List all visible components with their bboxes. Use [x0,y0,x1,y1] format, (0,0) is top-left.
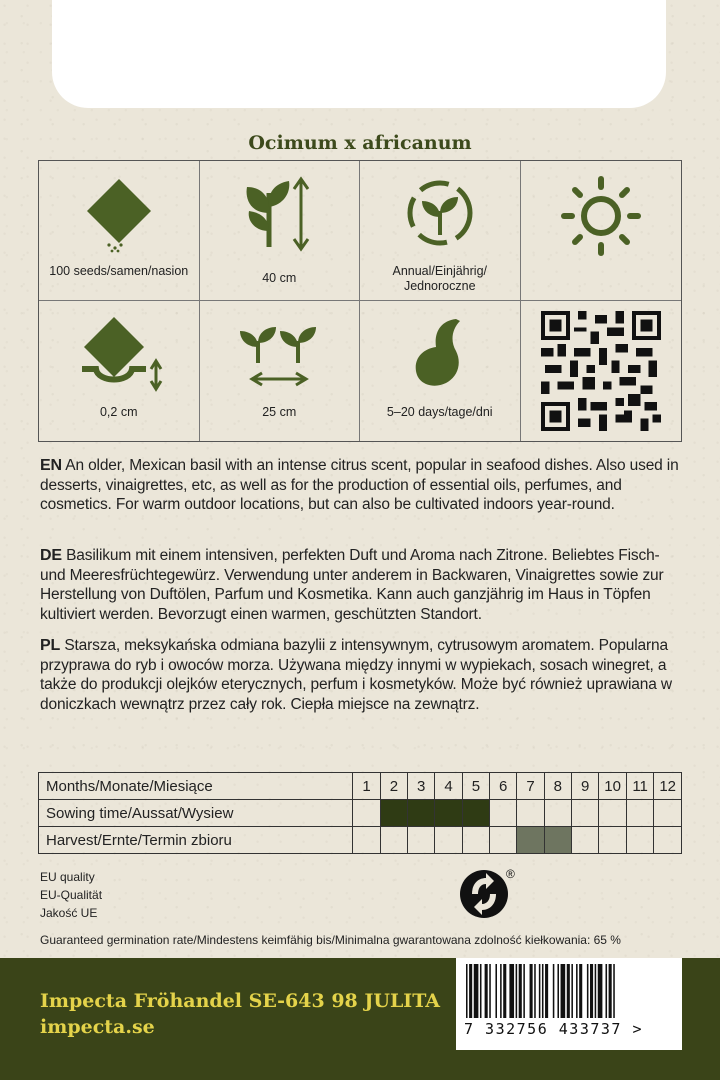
quality-en: EU quality [40,870,95,884]
company-address: Impecta Fröhandel SE-643 98 JULITA [40,990,441,1012]
footer-address-block [40,988,440,1040]
germination-rate: Guaranteed germination rate/Mindestens keimfähig bis/Minimalna gwarantowana zdolność kiełkowania: 65 % [40,933,621,947]
month-header: 10 [599,773,627,800]
sowing-depth-icon [74,313,164,393]
lang-code-pl: PL [40,637,61,654]
harvest-cell [572,827,599,854]
lifecycle-label: Annual/Einjährig/ Jednoroczne [392,264,487,293]
plant-height-icon [239,173,319,253]
description-en [40,456,680,515]
description-en-text: An older, Mexican basil with an intense citrus scent, popular in seafood dishes. Also used in desserts, vinaigrettes, etc, as well as for the production of essential oils, perfumes, and cosmetics. For warm outdoor locations, but can also be cultivated indoors year-round. [40,457,679,513]
sowing-depth-label: 0,2 cm [99,405,138,419]
company-website[interactable]: impecta.se [40,1016,155,1038]
description-pl-text: Starsza, meksykańska odmiana bazylii z intensywnym, cytrusowym aromatem. Popularna przyprawa do ryb i owoców morza. Używana między innymi w wypiekach, sosach winegret, a także do produkcji olejków eterycznych, perfum i kosmetyków. Może być również uprawiana w doniczkach wewnątrz przez cały rok. Ciepła miejsce na zewnątrz. [40,637,672,713]
months-label: Months/Monate/Miesiące [39,773,353,800]
info-cell-spacing [200,301,361,441]
plant-height-label: 40 cm [262,271,297,285]
harvest-cell [490,827,517,854]
month-header: 9 [572,773,599,800]
harvest-cell [462,827,489,854]
green-dot-logo [458,866,522,927]
info-cell-seeds [39,161,200,301]
sun-icon [558,173,644,259]
lang-code-de: DE [40,547,62,564]
sowing-active-cell [408,800,435,827]
recycle-icon [458,866,522,922]
sowing-calendar [38,772,682,854]
sowing-active-cell [435,800,462,827]
month-header: 1 [353,773,380,800]
sowing-row [39,800,682,827]
description-de [40,546,680,624]
plant-spacing-label: 25 cm [262,405,297,419]
species-title: Ocimum x africanum [248,132,472,154]
month-header: 7 [517,773,544,800]
month-header: 5 [462,773,489,800]
sowing-cell [654,800,682,827]
quality-de: EU-Qualität [40,888,103,902]
harvest-cell [353,827,380,854]
quality-pl: Jakość UE [40,906,98,920]
harvest-cell [599,827,627,854]
harvest-active-cell [544,827,571,854]
info-cell-lifecycle [360,161,521,301]
description-pl [40,636,680,714]
info-icon-grid [38,160,682,442]
month-header: 2 [380,773,407,800]
qr-code-icon[interactable] [541,311,661,431]
sowing-active-cell [462,800,489,827]
registered-mark: ® [506,867,515,881]
info-cell-qr [521,301,682,441]
sowing-cell [353,800,380,827]
plant-spacing-icon [234,313,324,393]
month-header: 6 [490,773,517,800]
eu-quality-block [40,868,102,922]
month-header: 12 [654,773,682,800]
info-cell-height [200,161,361,301]
calendar-header-row [39,773,682,800]
harvest-row [39,827,682,854]
germination-label: 5–20 days/tage/dni [386,405,493,419]
harvest-cell [654,827,682,854]
info-cell-sun [521,161,682,301]
harvest-label: Harvest/Ernte/Termin zbioru [39,827,353,854]
harvest-cell [408,827,435,854]
sowing-cell [599,800,627,827]
sowing-active-cell [380,800,407,827]
sowing-label: Sowing time/Aussat/Wysiew [39,800,353,827]
packet-window [52,0,666,108]
harvest-cell [435,827,462,854]
sowing-cell [626,800,654,827]
barcode-number: 7 332756 433737 > [464,1020,644,1038]
lang-code-en: EN [40,457,62,474]
sowing-cell [490,800,517,827]
germination-icon [400,313,480,393]
month-header: 11 [626,773,654,800]
month-header: 4 [435,773,462,800]
harvest-cell [380,827,407,854]
seed-packet-icon [79,173,159,253]
harvest-active-cell [517,827,544,854]
seed-count-label: 100 seeds/samen/nasion [49,264,189,278]
annual-cycle-icon [400,173,480,253]
info-cell-germination [360,301,521,441]
harvest-cell [626,827,654,854]
info-cell-depth [39,301,200,441]
month-header: 3 [408,773,435,800]
description-de-text: Basilikum mit einem intensiven, perfekten Duft und Aroma nach Zitrone. Beliebtes Fisch- und Meeresfrüchtegewürz. Verwendung unter anderem in Backwaren, Vinaigrettes sowie zur Herstellung von Duftölen, Parfum und Kosmetika. Kann auch ganzjährig im Haus in Töpfen kultiviert werden. Bevorzugt einen warmen, geschützten Standort. [40,547,664,623]
month-header: 8 [544,773,571,800]
sowing-cell [572,800,599,827]
sowing-cell [517,800,544,827]
sowing-cell [544,800,571,827]
